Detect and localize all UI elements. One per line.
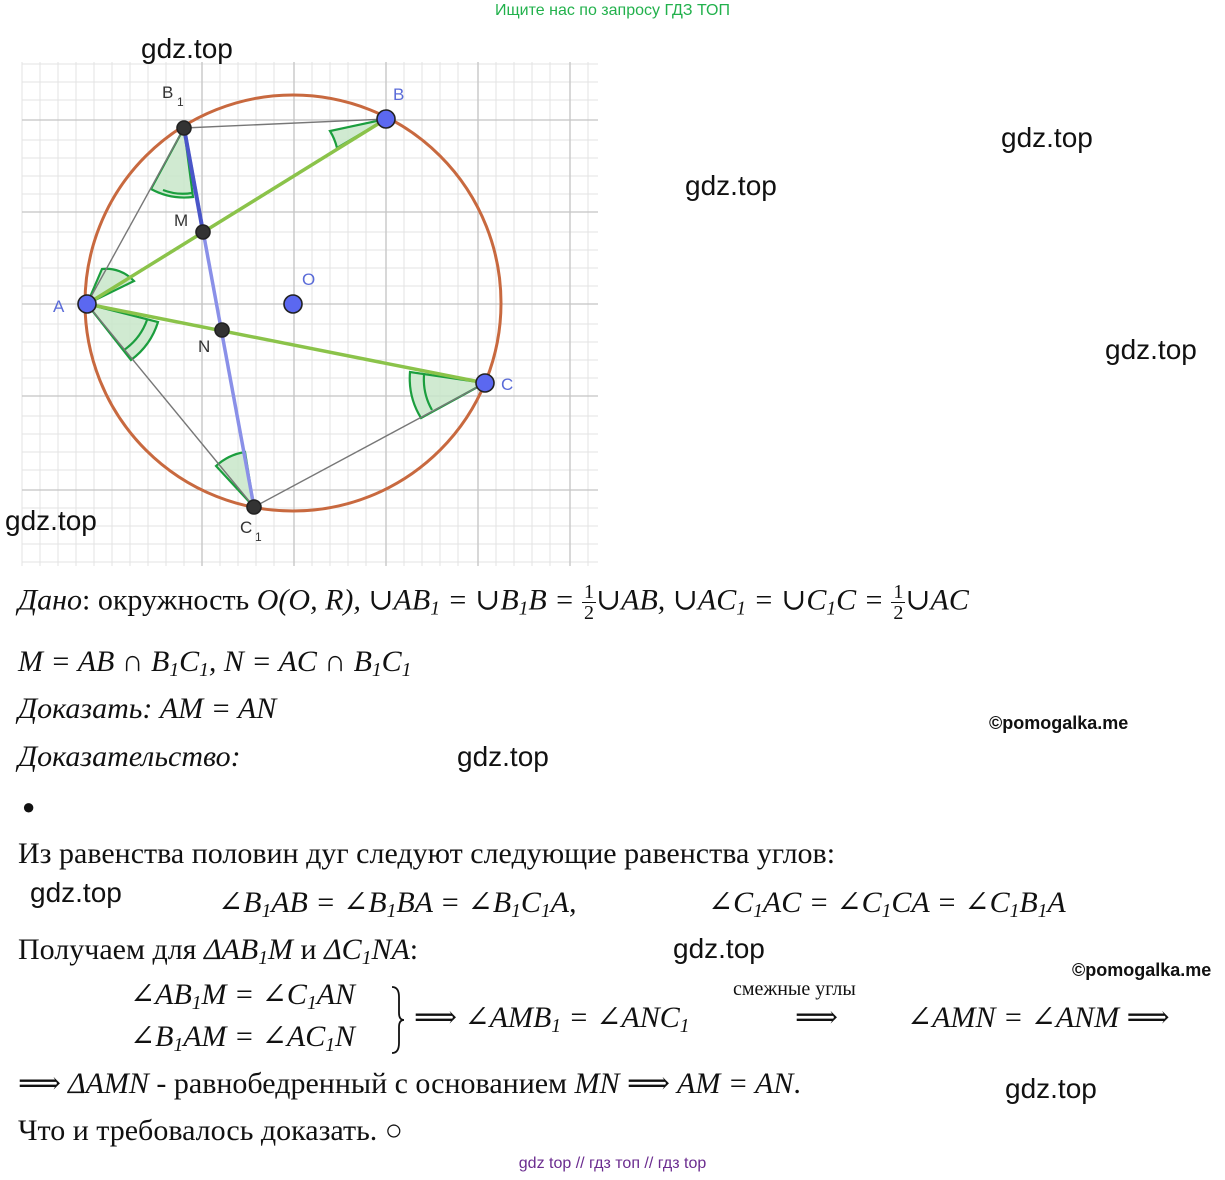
- qed-line: Что и требовалось доказать. ○: [18, 1114, 403, 1147]
- label-m: M: [174, 211, 189, 230]
- top-banner: Ищите нас по запросу ГДЗ ТОП: [495, 2, 730, 19]
- watermark: gdz.top: [1001, 122, 1093, 153]
- point-b: [377, 110, 395, 128]
- point-n: [215, 323, 229, 337]
- geometry-figure: [0, 0, 620, 570]
- label-c1: C: [240, 518, 253, 537]
- fraction: $\frac{1}{2}$: [893, 581, 904, 624]
- point-o: [284, 295, 302, 313]
- watermark: gdz.top: [1005, 1073, 1097, 1104]
- label-b1-sub: 1: [177, 95, 184, 109]
- copyright: ©pomogalka.me: [1072, 960, 1212, 980]
- watermark: gdz.top: [30, 877, 122, 908]
- angle-equalities-1: $\angle B_1AB$ = $\angle B_1BA$ = $\angle B_1C_1A$,: [218, 886, 577, 922]
- label-c1-sub: 1: [255, 530, 262, 544]
- label-a: A: [53, 297, 65, 316]
- adjacent-angles-label: смежные углы: [733, 978, 856, 1000]
- point-b1: [177, 121, 191, 135]
- watermark: gdz.top: [5, 505, 97, 536]
- given-label: Дано: [18, 583, 82, 617]
- watermark: gdz.top: [673, 933, 765, 964]
- system-row-2: $\angle B_1AM$ = $\angle AC_1N$: [130, 1020, 356, 1056]
- watermark: gdz.top: [457, 741, 549, 772]
- prove-line: Доказать: AM = AN: [18, 692, 277, 725]
- watermark: gdz.top: [1105, 334, 1197, 365]
- points: [78, 110, 494, 514]
- fraction: $\frac{1}{2}$: [583, 581, 594, 624]
- point-a: [78, 295, 96, 313]
- bullet: ●: [22, 794, 36, 819]
- system-brace: [390, 985, 406, 1055]
- given-line: Дано: окружность O(O, R), $\cup AB_1$ = $\cup B_1B$ = $\frac{1}{2}$ ∪AB, $\cup AC_1$ = $\cup C_1C$ = $\frac{1}{2}$ ∪AC: [18, 581, 969, 624]
- system-row-1: $\angle AB_1M$ = $\angle C_1AN$: [130, 978, 356, 1014]
- point-c: [476, 374, 494, 392]
- label-n: N: [198, 337, 211, 356]
- label-b: B: [393, 85, 405, 104]
- step2: Получаем для $\Delta AB_1M$ и $\Delta C_1NA$:: [18, 933, 419, 969]
- point-c1: [247, 500, 261, 514]
- proof-heading: Доказательство:: [18, 740, 241, 773]
- point-m: [196, 225, 210, 239]
- given-text: : окружность: [81, 583, 257, 617]
- conclusion-line: ⟹ ΔAMN - равнобедренный с основанием MN ⟹ AM = AN.: [18, 1067, 801, 1100]
- angle-c: [410, 372, 485, 418]
- implication-1: ⟹ $\angle AMB_1$ = $\angle ANC_1$: [414, 1001, 690, 1037]
- bottom-banner: gdz top // гдз топ // гдз top: [518, 1155, 707, 1172]
- angle-equalities-2: $\angle C_1AC$ = $\angle C_1CA$ = $\angle C_1B_1A$: [708, 886, 1066, 922]
- watermark: gdz.top: [685, 170, 777, 201]
- watermark: gdz.top: [141, 33, 233, 64]
- label-o: O: [302, 270, 316, 289]
- copyright: ©pomogalka.me: [989, 713, 1129, 733]
- implication-2: ∠AMN = ∠ANM ⟹: [907, 1001, 1170, 1034]
- intersection-line: M = AB ∩ $B_1C_1$, N = AC ∩ $B_1C_1$: [18, 645, 412, 681]
- label-c: C: [501, 375, 514, 394]
- label-b1: B: [162, 83, 174, 102]
- arrow: ⟹: [795, 1001, 839, 1034]
- step1: Из равенства половин дуг следуют следующие равенства углов:: [18, 837, 836, 870]
